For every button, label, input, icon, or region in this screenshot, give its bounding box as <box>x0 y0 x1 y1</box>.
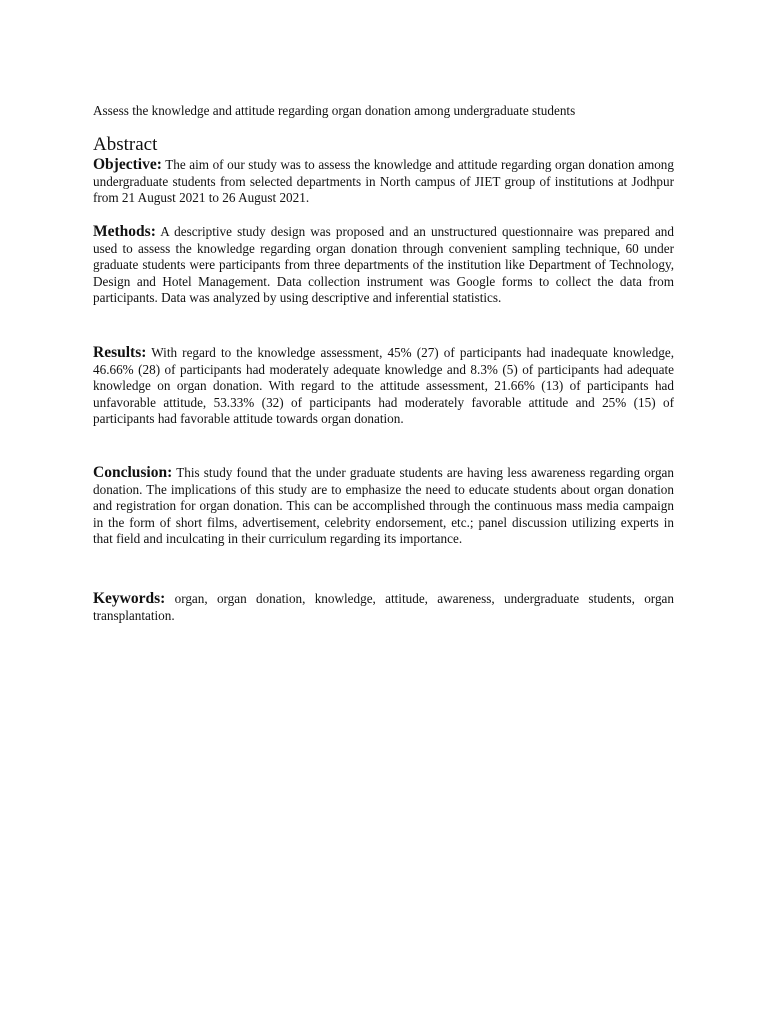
keywords-paragraph <box>93 591 674 624</box>
keywords-label: Keywords: <box>93 590 166 607</box>
abstract-heading: Abstract <box>93 134 158 155</box>
conclusion-text: This study found that the under graduate students are having less awareness regarding organ donation. The implications of this study are to emphasize the need to educate students about organ donation and registration for organ donation. This can be accomplished through the continuous mass media campaign in the form of short films, advertisement, celebrity endorsement, etc.; panel discussion utilizing experts in that field and inculcating in their curriculum regarding its importance. <box>93 465 674 547</box>
results-label: Results: <box>93 344 147 361</box>
methods-text: A descriptive study design was proposed and an unstructured questionnaire was prepared and used to assess the knowledge regarding organ donation through convenient sampling technique, 60 under graduate students were participants from three departments of the institution like Department of Technology, Design and Hotel Management. Data collection instrument was Google forms to collect the data from participants. Data was analyzed by using descriptive and inferential statistics. <box>93 224 674 306</box>
results-text: With regard to the knowledge assessment, 45% (27) of participants had inadequate knowledge, 46.66% (28) of participants had moderately adequate knowledge and 8.3% (5) of participants had adequate knowledge on organ donation. With regard to the attitude assessment, 21.66% (13) of participants had unfavorable attitude, 53.33% (32) of participants had moderately favorable attitude and 25% (15) of participants had favorable attitude towards organ donation. <box>93 345 674 427</box>
methods-label: Methods: <box>93 223 156 240</box>
methods-paragraph <box>93 224 674 307</box>
objective-paragraph <box>93 157 674 207</box>
paper-title: Assess the knowledge and attitude regarding organ donation among undergraduate students <box>93 103 576 118</box>
conclusion-label: Conclusion: <box>93 464 173 481</box>
keywords-text: organ, organ donation, knowledge, attitude, awareness, undergraduate students, organ transplantation. <box>93 591 674 623</box>
objective-text: The aim of our study was to assess the knowledge and attitude regarding organ donation among undergraduate students from selected departments in North campus of JIET group of institutions at Jodhpur from 21 August 2021 to 26 August 2021. <box>93 157 674 206</box>
objective-label: Objective: <box>93 156 162 173</box>
results-paragraph <box>93 345 674 428</box>
conclusion-paragraph <box>93 465 674 548</box>
